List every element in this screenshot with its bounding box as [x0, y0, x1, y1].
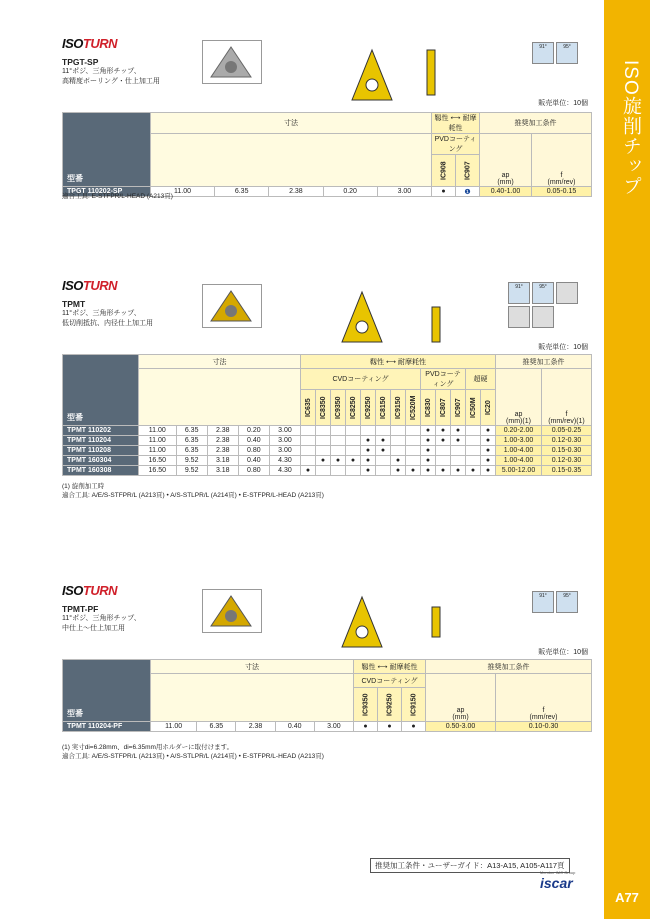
cell-grade [346, 426, 361, 436]
cell-f: 0.05-0.25 [542, 426, 592, 436]
cell-grade: ● [331, 456, 346, 466]
cell-grade: ● [421, 456, 436, 466]
cell-grade: ● [421, 466, 436, 476]
cell-f: 0.12-0.30 [542, 456, 592, 466]
grade-ic8250: IC8250 [346, 390, 361, 426]
dim-header: 寸法 [151, 113, 432, 134]
cell-dim: 6.35 [176, 446, 207, 456]
ap-header: ap (mm) [480, 134, 532, 187]
boring-bar-icon [532, 306, 554, 328]
cell-f: 0.15-0.30 [542, 446, 592, 456]
grade-ic520m: IC520M [406, 390, 421, 426]
cell-grade: ● [361, 446, 376, 456]
spec-table [62, 659, 592, 732]
cell-grade: ● [481, 436, 496, 446]
section-title: ISO旋削チップ [620, 60, 641, 196]
product-desc-1: 11°ポジ、三角形チップ、 [62, 68, 141, 75]
cell-dim: 16.50 [139, 466, 177, 476]
boring-bar-icon [556, 282, 578, 304]
cell-dim: 2.38 [207, 446, 238, 456]
cell-grade: ● [391, 456, 406, 466]
cell-grade [466, 456, 481, 466]
ap-header: ap (mm)(1) [496, 369, 542, 426]
cell-grade [466, 426, 481, 436]
grade-ic907: IC907 [456, 155, 480, 187]
sales-unit: 販売単位：10個 [538, 344, 588, 351]
model-header: 型番 [63, 660, 151, 722]
cell-di: 6.35 [215, 187, 269, 197]
cell-l: 11.00 [151, 187, 215, 197]
row-model: TPMT 110204 [63, 436, 139, 446]
cell-dim: 9.52 [176, 466, 207, 476]
cell-grade [316, 446, 331, 456]
product-model: TPMT [62, 299, 86, 309]
holder-91-icon: 91° [508, 282, 530, 304]
coating-header: CVDコーティング [354, 674, 426, 688]
holder-95-icon: 95° [556, 42, 578, 64]
cell-grade: ● [451, 466, 466, 476]
cell-grade: ● [316, 456, 331, 466]
grade-ic9350: IC9350 [331, 390, 346, 426]
holder-91-icon: 91° [532, 42, 554, 64]
cell-grade [331, 426, 346, 436]
brand-tagline: Member IMC Group [540, 870, 576, 875]
cell-grade [391, 436, 406, 446]
grade-ic908: IC908 [432, 155, 456, 187]
cell-grade [301, 426, 316, 436]
cell-grade [376, 456, 391, 466]
cell-ap: 0.50-3.00 [426, 722, 496, 732]
f-header: f (mm/rev) [496, 674, 592, 722]
grade-ic807: IC807 [436, 390, 451, 426]
page-number: A77 [615, 890, 639, 905]
product-desc-2: 高精度ボーリング・仕上加工用 [62, 78, 160, 85]
cell-grade: ● [421, 446, 436, 456]
model-header: 型番 [63, 355, 139, 426]
cell-grade: ● [436, 466, 451, 476]
grade-ic20: IC20 [481, 390, 496, 426]
cell-grade [436, 456, 451, 466]
cell-grade: ● [451, 426, 466, 436]
spec-table [62, 354, 592, 476]
holder-95-icon: 95° [532, 282, 554, 304]
grade-header: 靱性 ⟷ 耐摩耗性 [432, 113, 480, 134]
boring-bar-icon [508, 306, 530, 328]
grade-ic907: IC907 [451, 390, 466, 426]
cell-grade [466, 436, 481, 446]
row-model: TPMT 160304 [63, 456, 139, 466]
cell-grade: ● [376, 436, 391, 446]
product-model: TPMT-PF [62, 604, 99, 614]
grade-ic9250: IC9250 [378, 688, 402, 722]
cell-s: 2.38 [269, 187, 323, 197]
cell-d1: 3.00 [377, 187, 431, 197]
cell-dim: 11.00 [139, 436, 177, 446]
cell-grade [316, 436, 331, 446]
cell-dim: 3.18 [207, 456, 238, 466]
cell-grade: ● [391, 466, 406, 476]
cell-grade [361, 426, 376, 436]
rec-header: 推奨加工条件 [426, 660, 592, 674]
cell-l: 11.00 [151, 722, 197, 732]
cell-grade [376, 426, 391, 436]
insert-photo [202, 284, 262, 328]
cell-grade [316, 466, 331, 476]
cell-grade: ● [406, 466, 421, 476]
f-header: f (mm/rev) [532, 134, 592, 187]
cell-di: 6.35 [197, 722, 236, 732]
grade-ic9250: IC9250 [361, 390, 376, 426]
product-model: TPGT-SP [62, 57, 99, 67]
cell-ap: 0.20-2.00 [496, 426, 542, 436]
cell-grade [346, 446, 361, 456]
cell-grade: ● [402, 722, 426, 732]
cell-f: 0.12-0.30 [542, 436, 592, 446]
section-tpgt-sp [62, 36, 592, 206]
cell-grade [316, 426, 331, 436]
cell-dim: 3.18 [207, 466, 238, 476]
cell-dim: 11.00 [139, 446, 177, 456]
cell-dim: 3.00 [269, 436, 300, 446]
cell-dim: 0.40 [238, 436, 269, 446]
cvd-header: CVDコーティング [301, 369, 421, 390]
cell-dim: 0.20 [238, 426, 269, 436]
cell-dim: 0.80 [238, 466, 269, 476]
cell-r: 0.20 [323, 187, 377, 197]
product-desc-2: 低切削抵抗、内径仕上加工用 [62, 320, 153, 327]
footnote: (1) 旋削加工時 [62, 483, 105, 490]
cell-grade: ● [436, 436, 451, 446]
sales-unit: 販売単位：10個 [538, 100, 588, 107]
cell-grade [406, 446, 421, 456]
holder-icons [532, 42, 578, 64]
cell-grade: ● [376, 446, 391, 456]
cell-dim: 2.38 [207, 436, 238, 446]
cell-grade [391, 426, 406, 436]
row-model: TPMT 110208 [63, 446, 139, 456]
cell-grade [451, 456, 466, 466]
grade-ic9150: IC9150 [402, 688, 426, 722]
grade-ic8350: IC8350 [316, 390, 331, 426]
isoturn-logo: ISOTURN [62, 583, 118, 598]
row-model: TPMT 160308 [63, 466, 139, 476]
cell-grade [406, 436, 421, 446]
footnote: (1) 実寸di=6.28mm、di=6.35mm用ホルダーに取付けます。 [62, 744, 234, 751]
model-header: 型番 [63, 113, 151, 187]
grade-ic8150: IC8150 [376, 390, 391, 426]
cell-grade: ● [432, 187, 456, 197]
insert-diagram [322, 282, 452, 357]
cell-grade [391, 446, 406, 456]
section-tpmt-pf [62, 583, 592, 773]
isoturn-logo: ISOTURN [62, 278, 118, 293]
insert-photo [202, 40, 262, 84]
cell-ap: 1.00-3.00 [496, 436, 542, 446]
cell-grade [406, 456, 421, 466]
cell-grade [376, 466, 391, 476]
insert-diagram [322, 587, 452, 662]
cell-grade: ● [354, 722, 378, 732]
holder-icons [508, 282, 584, 328]
insert-photo [202, 589, 262, 633]
cell-f: 0.15-0.35 [542, 466, 592, 476]
cell-grade: ● [466, 466, 481, 476]
cell-dim: 9.52 [176, 456, 207, 466]
cell-grade [346, 466, 361, 476]
cell-grade: ● [361, 456, 376, 466]
cell-grade: ● [421, 426, 436, 436]
cell-grade: ❶ [456, 187, 480, 197]
cell-dim: 0.40 [238, 456, 269, 466]
dim-header: 寸法 [139, 355, 301, 369]
cell-grade [301, 436, 316, 446]
cell-grade: ● [481, 446, 496, 456]
rec-header: 推奨加工条件 [496, 355, 592, 369]
cell-grade [331, 436, 346, 446]
cell-grade [346, 436, 361, 446]
holder-icons [532, 591, 578, 613]
row-model: TPGT 110202-SP [63, 187, 151, 197]
product-desc-1: 11°ポジ、三角形チップ、 [62, 615, 141, 622]
compatible-tools: 適合工具: E-STFPR/L-HEAD (A213頁) [62, 193, 173, 200]
cell-dim: 16.50 [139, 456, 177, 466]
insert-diagram [332, 40, 452, 115]
cell-grade [331, 466, 346, 476]
cell-d1: 3.00 [314, 722, 353, 732]
row-model: TPMT 110202 [63, 426, 139, 436]
cell-f: 0.05-0.15 [532, 187, 592, 197]
cell-grade: ● [346, 456, 361, 466]
cell-dim: 0.80 [238, 446, 269, 456]
cell-grade: ● [378, 722, 402, 732]
cell-dim: 4.30 [269, 466, 300, 476]
grade-ic9150: IC9150 [391, 390, 406, 426]
cell-ap: 0.40-1.00 [480, 187, 532, 197]
f-header: f (mm/rev)(1) [542, 369, 592, 426]
cell-ap: 1.00-4.00 [496, 446, 542, 456]
sales-unit: 販売単位：10個 [538, 649, 588, 656]
cell-grade [406, 426, 421, 436]
cell-grade: ● [481, 426, 496, 436]
iscar-logo: iscar [540, 875, 573, 891]
cell-s: 2.38 [236, 722, 275, 732]
holder-91-icon: 91° [532, 591, 554, 613]
cell-grade: ● [361, 466, 376, 476]
cell-dim: 4.30 [269, 456, 300, 466]
cell-dim: 6.35 [176, 436, 207, 446]
carbide-header: 超硬 [466, 369, 496, 390]
cell-r: 0.40 [275, 722, 314, 732]
spec-table [62, 112, 592, 197]
cell-grade: ● [361, 436, 376, 446]
cell-grade [301, 456, 316, 466]
isoturn-logo: ISOTURN [62, 36, 118, 51]
grade-ic9350: IC9350 [354, 688, 378, 722]
cell-grade: ● [451, 436, 466, 446]
cell-dim: 3.00 [269, 446, 300, 456]
cell-grade [466, 446, 481, 456]
product-desc-1: 11°ポジ、三角形チップ、 [62, 310, 141, 317]
grade-ic50m: IC50M [466, 390, 481, 426]
pvd-header: PVDコーティング [421, 369, 466, 390]
cell-dim: 3.00 [269, 426, 300, 436]
grade-header: 靱性 ⟷ 耐摩耗性 [301, 355, 496, 369]
cell-ap: 5.00-12.00 [496, 466, 542, 476]
grade-ic635: IC635 [301, 390, 316, 426]
cell-dim: 6.35 [176, 426, 207, 436]
product-desc-2: 中仕上～仕上加工用 [62, 625, 125, 632]
cell-grade [436, 446, 451, 456]
rec-header: 推奨加工条件 [480, 113, 592, 134]
cell-grade: ● [481, 456, 496, 466]
cell-dim: 2.38 [207, 426, 238, 436]
section-tpmt [62, 278, 592, 508]
holder-95-icon: 95° [556, 591, 578, 613]
cell-grade [451, 446, 466, 456]
cell-grade [331, 446, 346, 456]
cell-ap: 1.00-4.00 [496, 456, 542, 466]
cell-grade: ● [301, 466, 316, 476]
cell-grade: ● [436, 426, 451, 436]
cell-dim: 11.00 [139, 426, 177, 436]
row-model: TPMT 110204-PF [63, 722, 151, 732]
coating-header: PVDコーティング [432, 134, 480, 155]
grade-header: 靱性 ⟷ 耐摩耗性 [354, 660, 426, 674]
grade-ic830: IC830 [421, 390, 436, 426]
compatible-tools: 適合工具: A/E/S-STFPR/L (A213頁) • A/S-STLPR/L (A214頁) • E-STFPR/L-HEAD (A213頁) [62, 492, 324, 499]
ap-header: ap (mm) [426, 674, 496, 722]
compatible-tools: 適合工具: A/E/S-STFPR/L (A213頁) • A/S-STLPR/L (A214頁) • E-STFPR/L-HEAD (A213頁) [62, 753, 324, 760]
cell-grade [301, 446, 316, 456]
cell-grade: ● [421, 436, 436, 446]
guide-reference: 推奨加工条件・ユーザーガイド：A13-A15, A105-A117頁 [370, 858, 570, 873]
cell-grade: ● [481, 466, 496, 476]
cell-f: 0.10-0.30 [496, 722, 592, 732]
dim-header: 寸法 [151, 660, 354, 674]
